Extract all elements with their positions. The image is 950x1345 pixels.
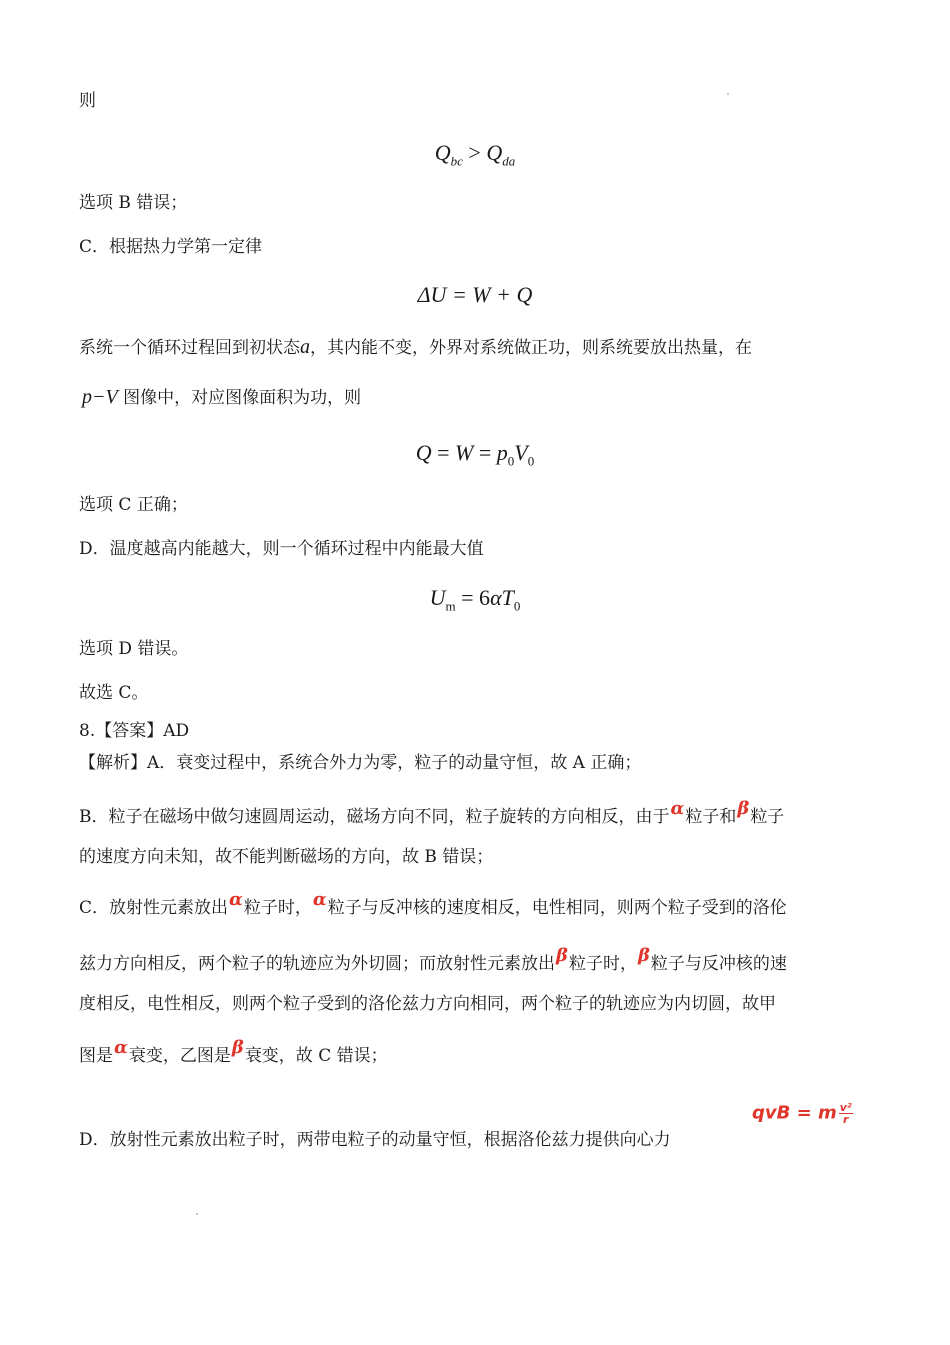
- scan-dot: [727, 93, 729, 95]
- alpha-symbol: α: [312, 889, 327, 910]
- lorentz-formula: qvB = m $\frac{\text{v²}}{r}$: [752, 1101, 852, 1126]
- text-line: C．放射性元素放出α粒子时，α粒子与反冲核的速度相反，电性相同，则两个粒子受到的洛伦: [79, 889, 787, 918]
- text-line: p−V 图像中，对应图像面积为功，则: [82, 386, 362, 408]
- alpha-symbol: α: [670, 798, 685, 819]
- text-line: 则: [79, 91, 96, 111]
- text-line: D．放射性元素放出粒子时，两带电粒子的动量守恒，根据洛伦兹力提供向心力: [79, 1130, 671, 1150]
- beta-symbol: β: [556, 945, 568, 966]
- beta-symbol: β: [231, 1037, 244, 1058]
- equation-work: $Q = W = p_0V_0$: [415, 440, 535, 469]
- text-line: 系统一个循环过程回到初状态a，其内能不变，外界对系统做正功，则系统要放出热量，在: [79, 336, 752, 358]
- equation-q-compare: $Q_{bc} > Q_{da}$: [434, 140, 516, 169]
- text-line: B．粒子在磁场中做匀速圆周运动，磁场方向不同，粒子旋转的方向相反，由于α粒子和β粒子: [79, 798, 785, 827]
- text-line: 兹力方向相反，两个粒子的轨迹应为外切圆；而放射性元素放出β粒子时，β粒子与反冲核的速: [79, 945, 787, 974]
- alpha-symbol: α: [114, 1037, 128, 1058]
- answer-heading: 8.【答案】AD: [79, 721, 190, 741]
- scan-dot: [196, 1213, 198, 1215]
- text-line: 选项 C 正确；: [79, 495, 188, 515]
- equation-internal-energy: $U_m = 6\alpha T_0$: [429, 585, 521, 614]
- text-line: 【解析】A．衰变过程中，系统合外力为零，粒子的动量守恒，故 A 正确；: [79, 753, 642, 773]
- text-line: 图是α衰变，乙图是β衰变，故 C 错误；: [79, 1037, 388, 1066]
- equation-first-law: ΔU = W + Q: [417, 282, 533, 307]
- text-line: 选项 D 错误。: [79, 639, 189, 659]
- text-line: 选项 B 错误；: [79, 193, 188, 213]
- beta-symbol: β: [637, 945, 650, 966]
- text-line: 的速度方向未知，故不能判断磁场的方向，故 B 错误；: [79, 847, 494, 867]
- text-line: 故选 C。: [79, 683, 149, 703]
- alpha-symbol: α: [229, 889, 243, 910]
- beta-symbol: β: [737, 798, 750, 819]
- text-line: 度相反，电性相反，则两个粒子受到的洛伦兹力方向相同，两个粒子的轨迹应为内切圆，故甲: [79, 994, 776, 1014]
- text-line: C．根据热力学第一定律: [79, 237, 263, 257]
- text-line: D．温度越高内能越大，则一个循环过程中内能最大值: [79, 539, 484, 559]
